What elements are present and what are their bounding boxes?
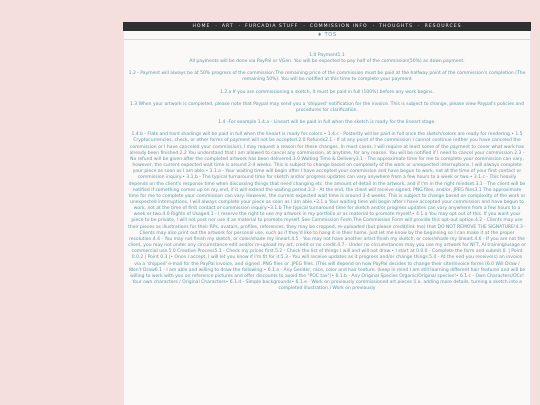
tos-paragraph-example: 1.4 -For example 1.4.a - Lineart will be paid in full when the sketch is ready for the lineart stage. bbox=[218, 120, 436, 126]
nav-separator: · bbox=[303, 24, 305, 29]
tos-paragraph-payment: 1.0 Payment1.1 All payments will be done via PayPal or VGen. You will be expected to pay half of the commission(50%) as down payment. bbox=[189, 53, 465, 65]
tos-paragraph-paypal-notice: 1.3 When your artwork is completed, please note that Paypal may send you a 'shipped' notification for the invoice. This is subject to change, please view Paypal's policies and procedures for clarification. bbox=[130, 101, 524, 113]
tos-body bbox=[128, 53, 526, 292]
title-divider bbox=[124, 39, 530, 40]
top-navigation bbox=[123, 22, 531, 31]
nav-furcadia-stuff-link[interactable]: FURCADIA STUFF bbox=[245, 24, 299, 29]
nav-home-link[interactable]: HOME bbox=[192, 24, 211, 29]
nav-separator: · bbox=[372, 24, 375, 29]
tos-paragraph-halfway-payment: 1.2 - Payment will always be at 50% progress of the commission:The remaining price of the commission must be paid at the halfway point of the commission's completion (The remaining 50%). You will be notified at this time to complete your payment bbox=[128, 71, 526, 83]
nav-art-link[interactable]: ART bbox=[221, 24, 234, 29]
page-title: ♦ TOS bbox=[317, 32, 337, 38]
tos-content-panel[interactable] bbox=[123, 31, 531, 405]
nav-separator: · bbox=[238, 24, 241, 29]
nav-thoughts-link[interactable]: THOUGHTS bbox=[379, 24, 414, 29]
nav-separator: · bbox=[418, 24, 420, 29]
nav-separator: · bbox=[215, 24, 217, 29]
tos-paragraph-main-terms: 1.4.b - Flats and hard shadings will be paid in full when the lineart is ready for colors.• 1.4.c - Posterity will be paid in full once the sketch/colors are ready for rendering.• 1.5 Cryptocurrencies, check, or other forms of payment will not be accepted.2.0 Refunds2.1 - If at any point of the commission I cannot continue (either you have canceled the commission or I have canceled your commission), I may request a reason for these changes. In most cases, I will require at least some of the payment to cover what work has already been finished.2.2 You understand that I am allowed to cancel any commission, at anytime, for any reason. You will be notified if I need to cancel your commission.2.3 - No refund will be given after the completed artwork has been delivered.3.0 Waiting Time & Delivery3.1 - The approximate time for me to complete your commission can vary, however, the current expected wait time is around 2-4 weeks. This is subject to change based on complexity of the work or unexpected interruptions. I will always complete your piece as soon as I am able.• 3.1.a - Your waiting time will begin after I have accepted your commission and have begun to work, not at the time of your first contact or commission inquiry.• 3.1.b - The typical turnaround time for sketch and/or progress updates can vary anywhere from a few hours to a week or two.• 3.1.c - This heavily depends on the client's response time when discussing things that need changing etc. the amount of detail in the artwork, and if I'm in the right mindset.3.1 - The client will be notified if something comes up on my end, if it will extend the waiting period.3.3 - At the end, the client will receive signed, PNG files, and/or, JPEG files3.1 The approximate time for me to complete your commission can vary. However, the current expected wait time is around 3-4 weeks. This is subject to change based on complexity of the work or unexpected interruptions, I will always complete your piece as soon as I am able.•3.1.a Your waiting time will begin after I have accepted your commission and have begun to work, not at the time of first contact or commission inquiry.•3.1.b The typical turnaround time for sketch and/or progress updates can vary anywhere from a few hours to a week or two.4.0 Rights of Usage4.1 - I reserve the right to use my artwork in my portfolio or as material to promote myself.• 4.1.a You may opt out of this. If you want your piece to be private, I will not post nor use it as material to promote myself. See Commission Form.The Commission Form will provide this opt-out option.4.2 - Clients may use their pieces as illustrations for their RPs, avatars, profiles, references, they may be cropped, re-uploaded (but please credit/link me) that DO NOT REMOVE THE SIGNATURE!4.3 - Clients may also print out the artwork for personal use, such as if they'd like to hang it in their home. Just let me know by the beginning so I can make it at the proper resolution.4.4 - You may not finish my sketch, or color/shade my lineart.4.5 - You may not have another artist finish my sketch, or color/shade my lineart.4.6 - If you are not the client, you may not under any circumstance edit and/or re-upload my art, credit or no credit.4.7 - Under no circumstances may you use my artwork for NFT, AI training/usage or commercial use.5.0 Creative Process5.1 - Check my prices first.5.2 - Check the list of things I will and will not draw.• I start at 0.0.0 - Complete the form and submit.0. | Point 0.0.2 | Point 0.3 |• Once I accept, I will let you know if I'm fit for it.5.3 - You will receive updates as it progress and/or change things.5.4 - At the end you receive(s) an invoice via a 'shipped' e-mail for the PayPal invoice, and signed .PNG files or .JPEG files. (This will depend on how PayPal decides to change their site)Invoice forms (6.0 Will Draw / Won't Draw6.1 - I am able and willing to draw the following:• 6.1.a - Any Gender, race, color and hair texture. (keep in mind I am still learning different hair features and will be willing to work with you on reference pictures and offer discounts to avoid the "POC tax")• 6.1.b - Any Original Species Organic/Original species!• 6.1.c - Own Characters/OCs! Your own characters / Original Characters• 6.1.d - Simple backgrounds• 6.1.e - Work on previously commissioned art pieces (i.e. adding more details, turning a sketch into a completed illustration.) Work on previously bbox=[128, 132, 526, 292]
nav-resources-link[interactable]: RESOURCES bbox=[424, 24, 462, 29]
nav-commission-info-link[interactable]: COMMISSION INFO bbox=[309, 24, 368, 29]
tos-paragraph-sketch-payment: 1.2.a If you are commissioning a sketch, it must be paid in full (100%) before any work begins. bbox=[220, 89, 434, 95]
